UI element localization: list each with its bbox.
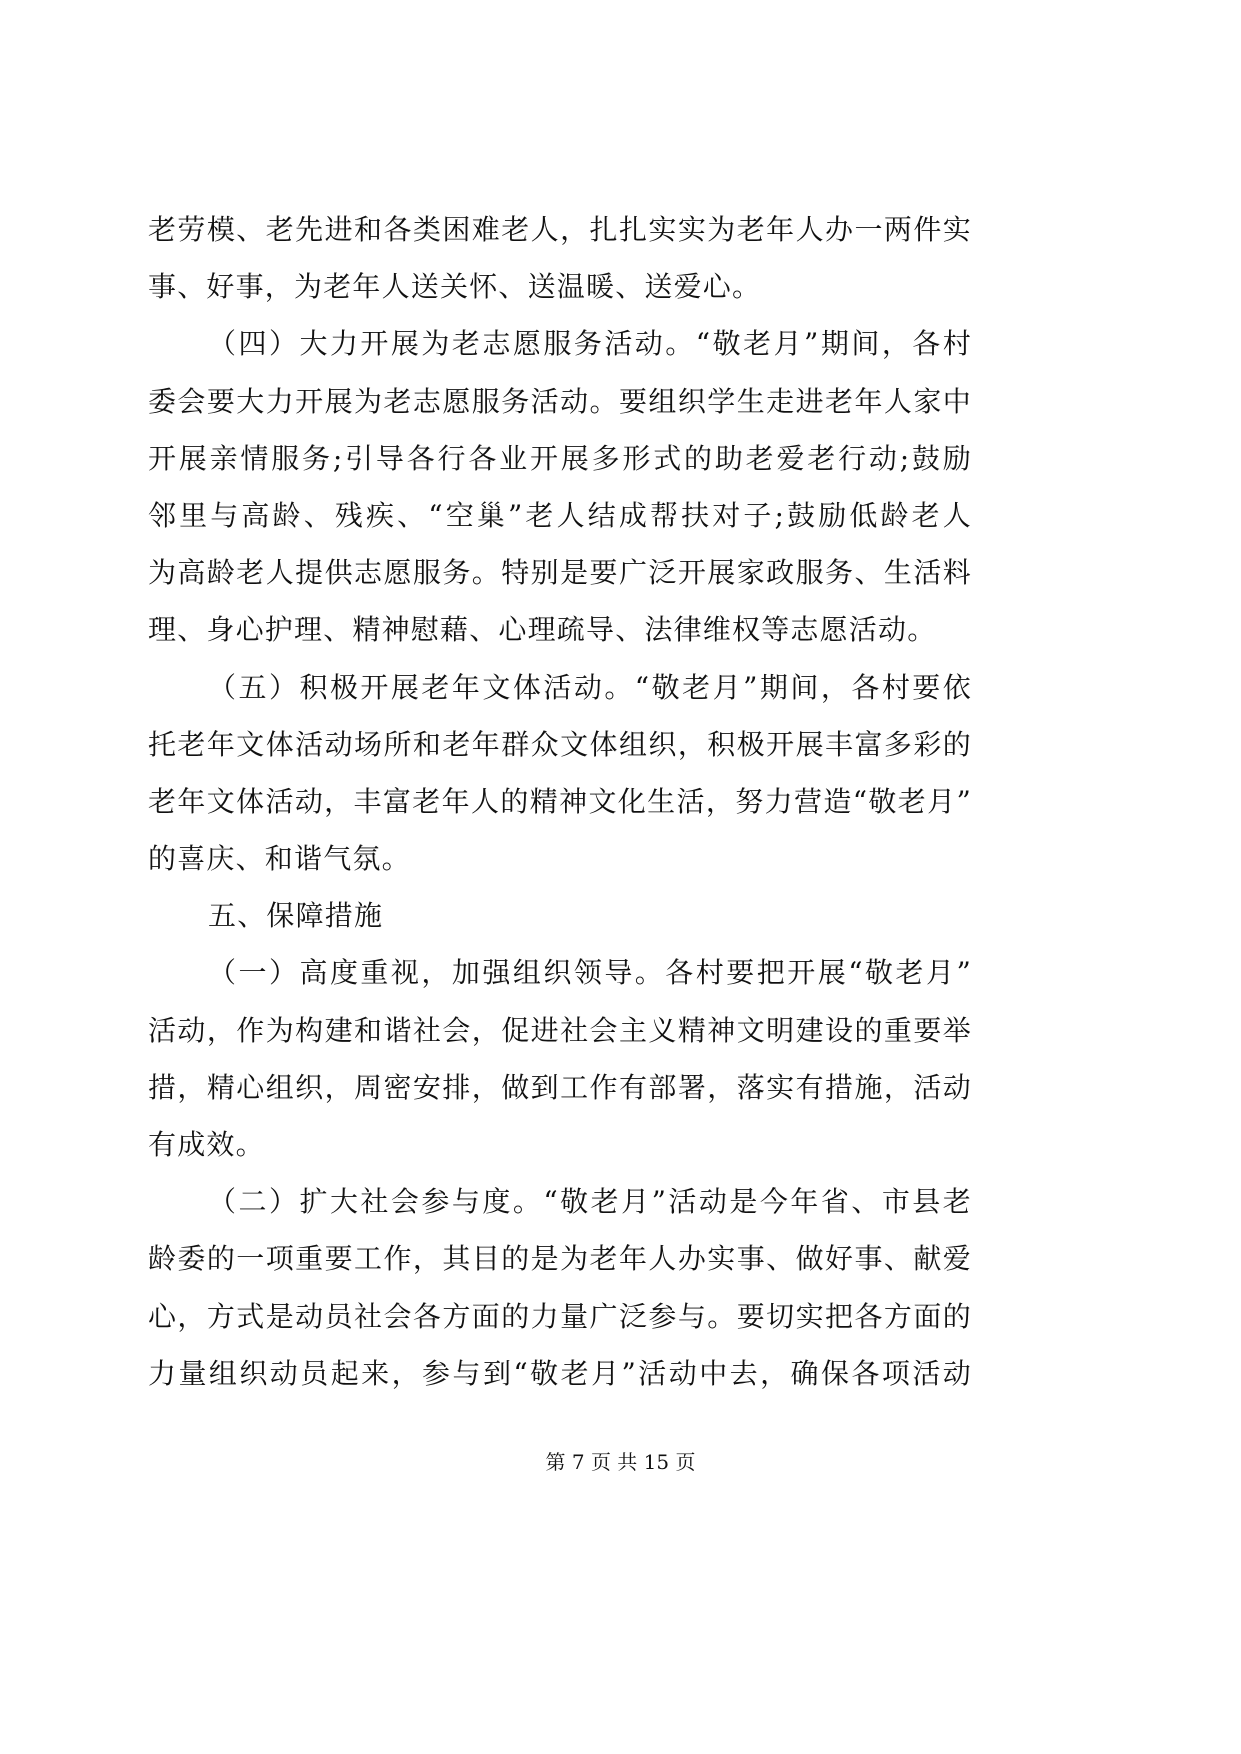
paragraph bbox=[148, 953, 972, 1182]
text-line: 的喜庆、和谐气氛。 bbox=[148, 842, 411, 876]
text-line: 龄委的一项重要工作，其目的是为老年人办实事、做好事、献爱 bbox=[148, 1242, 972, 1276]
text-line: 措，精心组织，周密安排，做到工作有部署，落实有措施，活动 bbox=[148, 1070, 972, 1104]
document-body bbox=[148, 210, 972, 1411]
text-line: 为高龄老人提供志愿服务。特别是要广泛开展家政服务、生活料 bbox=[148, 556, 972, 590]
paragraph bbox=[148, 324, 972, 667]
text-line: （二）扩大社会参与度。“敬老月”活动是今年省、市县老 bbox=[208, 1185, 972, 1219]
text-line: 开展亲情服务;引导各行各业开展多形式的助老爱老行动;鼓励 bbox=[148, 441, 972, 475]
text-line: 力量组织动员起来，参与到“敬老月”活动中去，确保各项活动 bbox=[148, 1356, 972, 1390]
paragraph bbox=[148, 668, 972, 897]
paragraph bbox=[148, 210, 972, 324]
text-line: 心，方式是动员社会各方面的力量广泛参与。要切实把各方面的 bbox=[148, 1299, 972, 1333]
text-line: 理、身心护理、精神慰藉、心理疏导、法律维权等志愿活动。 bbox=[148, 613, 937, 647]
text-line: 老劳模、老先进和各类困难老人，扎扎实实为老年人办一两件实 bbox=[148, 213, 972, 246]
text-line: （四）大力开展为老志愿服务活动。“敬老月”期间，各村 bbox=[208, 327, 972, 361]
page-footer: 第 7 页 共 15 页 bbox=[545, 1450, 696, 1474]
paragraph bbox=[148, 1182, 972, 1411]
paragraph bbox=[148, 896, 972, 953]
text-line: 有成效。 bbox=[148, 1128, 265, 1161]
text-line: 事、好事，为老年人送关怀、送温暖、送爱心。 bbox=[148, 270, 762, 304]
text-line: 老年文体活动，丰富老年人的精神文化生活，努力营造“敬老月” bbox=[148, 784, 972, 818]
text-line: 委会要大力开展为老志愿服务活动。要组织学生走进老年人家中 bbox=[148, 384, 972, 418]
text-line: （五）积极开展老年文体活动。“敬老月”期间，各村要依 bbox=[208, 670, 972, 704]
text-line: 五、保障措施 bbox=[208, 899, 384, 933]
text-line: 活动，作为构建和谐社会，促进社会主义精神文明建设的重要举 bbox=[148, 1013, 972, 1047]
text-line: 邻里与高龄、残疾、“空巢”老人结成帮扶对子;鼓励低龄老人 bbox=[148, 498, 972, 532]
text-line: （一）高度重视，加强组织领导。各村要把开展“敬老月” bbox=[208, 956, 972, 990]
text-line: 托老年文体活动场所和老年群众文体组织，积极开展丰富多彩的 bbox=[148, 727, 972, 761]
